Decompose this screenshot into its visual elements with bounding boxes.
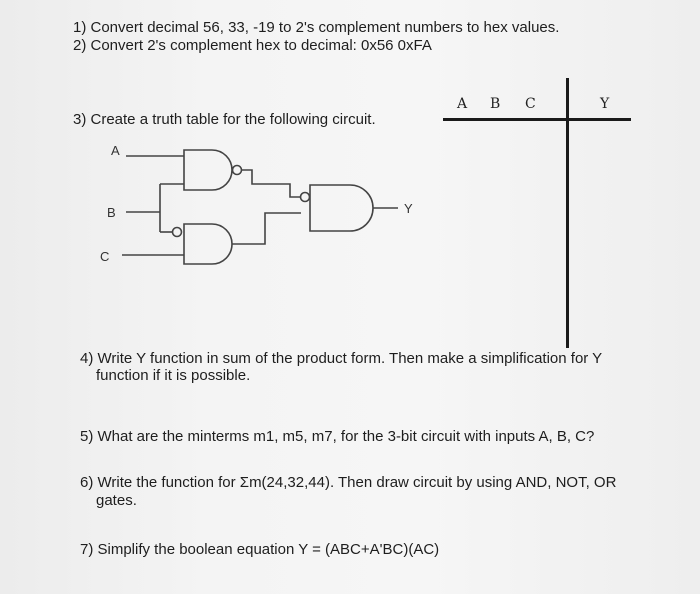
input-label-c: C: [100, 249, 110, 264]
not-bubble-b: [173, 228, 182, 237]
truth-table-header-b: B: [490, 96, 501, 112]
input-label-a: A: [111, 143, 120, 158]
wire-nand-out: [242, 170, 302, 197]
question-4-line-1: 4) Write Y function in sum of the product form. Then make a simplification for Y: [80, 350, 603, 367]
output-and-gate: [310, 185, 373, 231]
question-3: 3) Create a truth table for the following circuit.: [73, 111, 376, 128]
question-1: 1) Convert decimal 56, 33, -19 to 2's complement numbers to hex values.: [73, 19, 560, 36]
question-6-line-2: gates.: [96, 492, 137, 509]
input-label-b: B: [107, 205, 116, 220]
question-6-line-1: 6) Write the function for Σm(24,32,44). Then draw circuit by using AND, NOT, OR: [80, 474, 617, 491]
question-5: 5) What are the minterms m1, m5, m7, for the 3-bit circuit with inputs A, B, C?: [80, 428, 595, 445]
nand-bubble: [233, 166, 242, 175]
output-label-y: Y: [404, 201, 413, 216]
truth-table-header-a: A: [457, 96, 468, 112]
question-7: 7) Simplify the boolean equation Y = (ABC+A'BC)(AC): [80, 541, 440, 558]
input-bubble-gate3: [301, 193, 310, 202]
truth-table-header-c: C: [525, 96, 536, 112]
question-2: 2) Convert 2's complement hex to decimal: 0x56 0xFA: [73, 37, 432, 54]
nand-gate: [184, 150, 232, 190]
truth-table-header-y: Y: [600, 96, 610, 112]
question-4-line-2: function if it is possible.: [96, 367, 251, 384]
and-gate: [184, 224, 232, 264]
wire-and-out: [232, 213, 301, 244]
